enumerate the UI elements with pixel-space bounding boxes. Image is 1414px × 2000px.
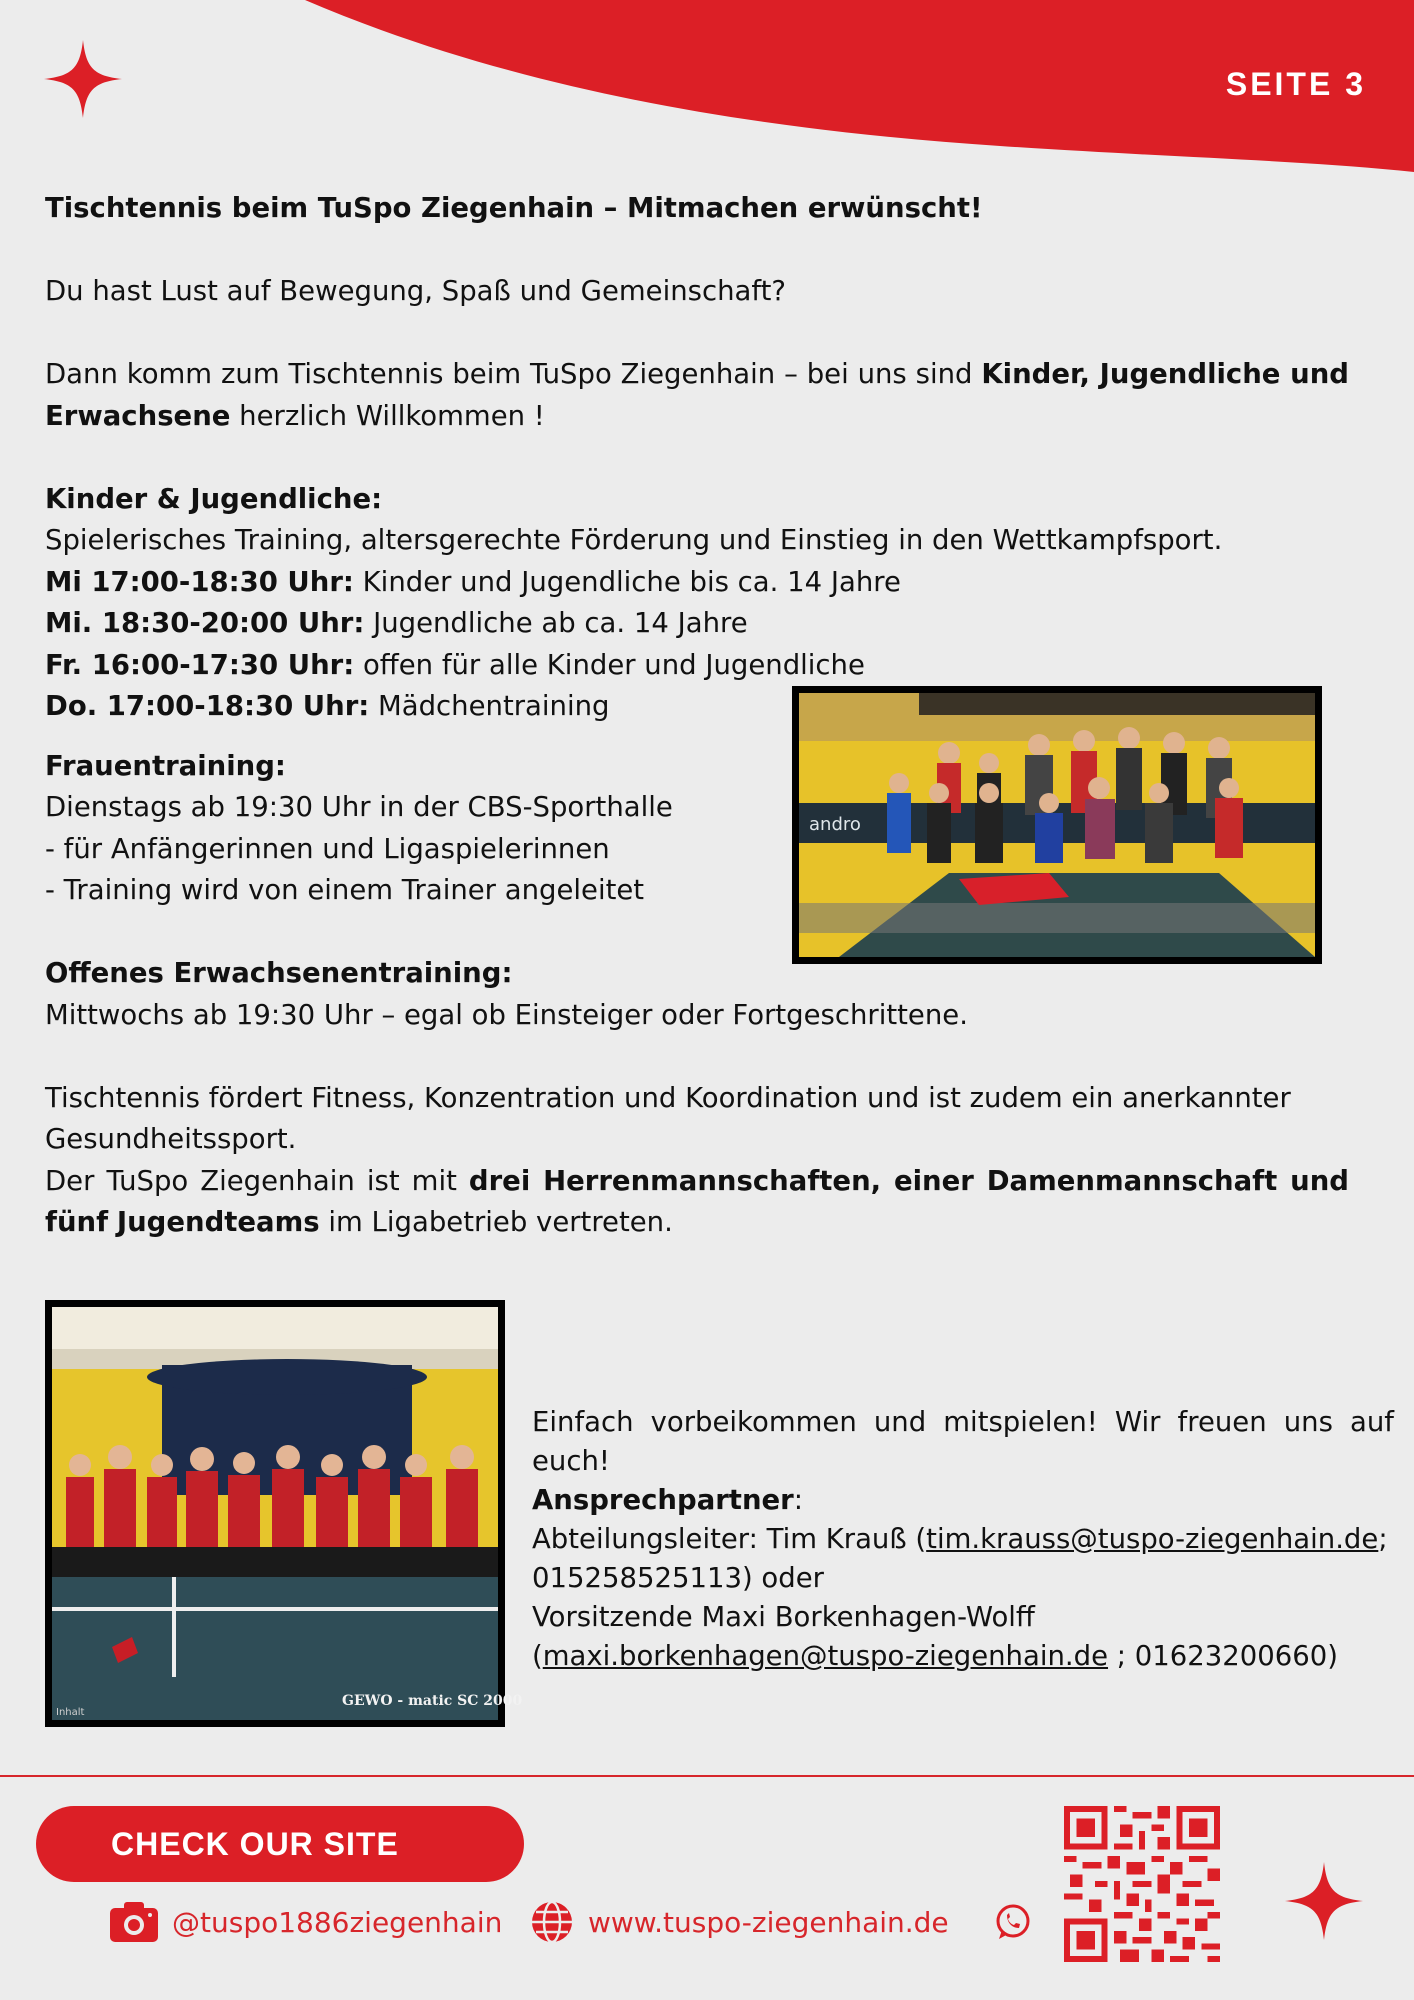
women-line: - Training wird von einem Trainer angeleitet <box>45 874 645 906</box>
leader-line: Abteilungsleiter: Tim Krauß (tim.krauss@tuspo-ziegenhain.de; <box>532 1523 1388 1555</box>
women-heading: Frauentraining: <box>45 749 286 782</box>
star-icon <box>44 40 122 118</box>
website-url: www.tuspo-ziegenhain.de <box>588 1905 949 1939</box>
andro-banner: andro <box>809 814 861 835</box>
check-our-site-button[interactable]: CHECK OUR SITE <box>36 1806 524 1882</box>
header-wave <box>0 0 1414 180</box>
contact-block <box>532 1403 1394 1676</box>
kids-heading: Kinder & Jugendliche: <box>45 482 383 515</box>
adults-heading: Offenes Erwachsenentraining: <box>45 957 513 989</box>
intro-question: Du hast Lust auf Bewegung, Spaß und Gemeinschaft? <box>45 275 786 307</box>
table-brand-label: GEWO - matic SC 2000 <box>342 1693 523 1709</box>
camera-icon <box>110 1902 158 1942</box>
instagram-handle: @tuspo1886ziegenhain <box>172 1905 503 1939</box>
contact-heading: Ansprechpartner: <box>532 1484 804 1516</box>
star-icon <box>1285 1862 1363 1940</box>
footer-divider <box>0 1775 1414 1777</box>
qr-code[interactable] <box>1064 1806 1220 1962</box>
schedule-row: Fr. 16:00-17:30 Uhr: offen für alle Kinder und Jugendliche <box>45 648 865 681</box>
article-title: Tischtennis beim TuSpo Ziegenhain – Mitmachen erwünscht! <box>45 192 983 224</box>
website-link[interactable] <box>530 1897 949 1947</box>
women-line: - für Anfängerinnen und Ligaspielerinnen <box>45 832 610 865</box>
chair-name: Vorsitzende Maxi Borkenhagen-Wolff <box>532 1601 1035 1633</box>
schedule-row: Mi 17:00-18:30 Uhr: Kinder und Jugendliche bis ca. 14 Jahre <box>45 565 901 598</box>
team-photo <box>45 1300 523 1727</box>
kids-description: Spielerisches Training, altersgerechte Förderung und Einstieg in den Wettkampfsport. <box>45 524 1223 556</box>
women-line: Dienstags ab 19:30 Uhr in der CBS-Sporthalle <box>45 791 673 823</box>
chair-line: (maxi.borkenhagen@tuspo-ziegenhain.de ; 01623200660) <box>532 1640 1338 1672</box>
schedule-row: Do. 17:00-18:30 Uhr: Mädchentraining <box>45 690 610 722</box>
invite-paragraph: Dann komm zum Tischtennis beim TuSpo Ziegenhain – bei uns sind Kinder, Jugendliche und Erwachsene herzlich Willkommen ! <box>45 358 1349 432</box>
schedule-row: Mi. 18:30-20:00 Uhr: Jugendliche ab ca. 14 Jahre <box>45 607 748 639</box>
globe-icon <box>530 1900 574 1944</box>
teams-paragraph: Der TuSpo Ziegenhain ist mit drei Herrenmannschaften, einer Damenmannschaft und fünf Jugendteams im Ligabetrieb vertreten. <box>45 1164 1349 1238</box>
photo-corner-label: Inhalt <box>56 1707 85 1718</box>
adults-line: Mittwochs ab 19:30 Uhr – egal ob Einsteiger oder Fortgeschrittene. <box>45 998 968 1031</box>
page-number: SEITE 3 <box>1225 66 1366 102</box>
leader-email-link[interactable]: tim.krauss@tuspo-ziegenhain.de <box>926 1523 1379 1555</box>
youth-group-photo <box>792 686 1322 964</box>
chair-email-link[interactable]: maxi.borkenhagen@tuspo-ziegenhain.de <box>542 1640 1109 1672</box>
whatsapp-icon[interactable] <box>994 1903 1032 1941</box>
leader-phone: 015258525113) oder <box>532 1562 824 1594</box>
instagram-link[interactable] <box>110 1897 502 1947</box>
health-paragraph: Tischtennis fördert Fitness, Konzentration und Koordination und ist zudem ein anerkannter Gesundheitssport. <box>45 1081 1291 1155</box>
contact-invite: Einfach vorbeikommen und mitspielen! Wir freuen uns auf euch! <box>532 1406 1394 1477</box>
